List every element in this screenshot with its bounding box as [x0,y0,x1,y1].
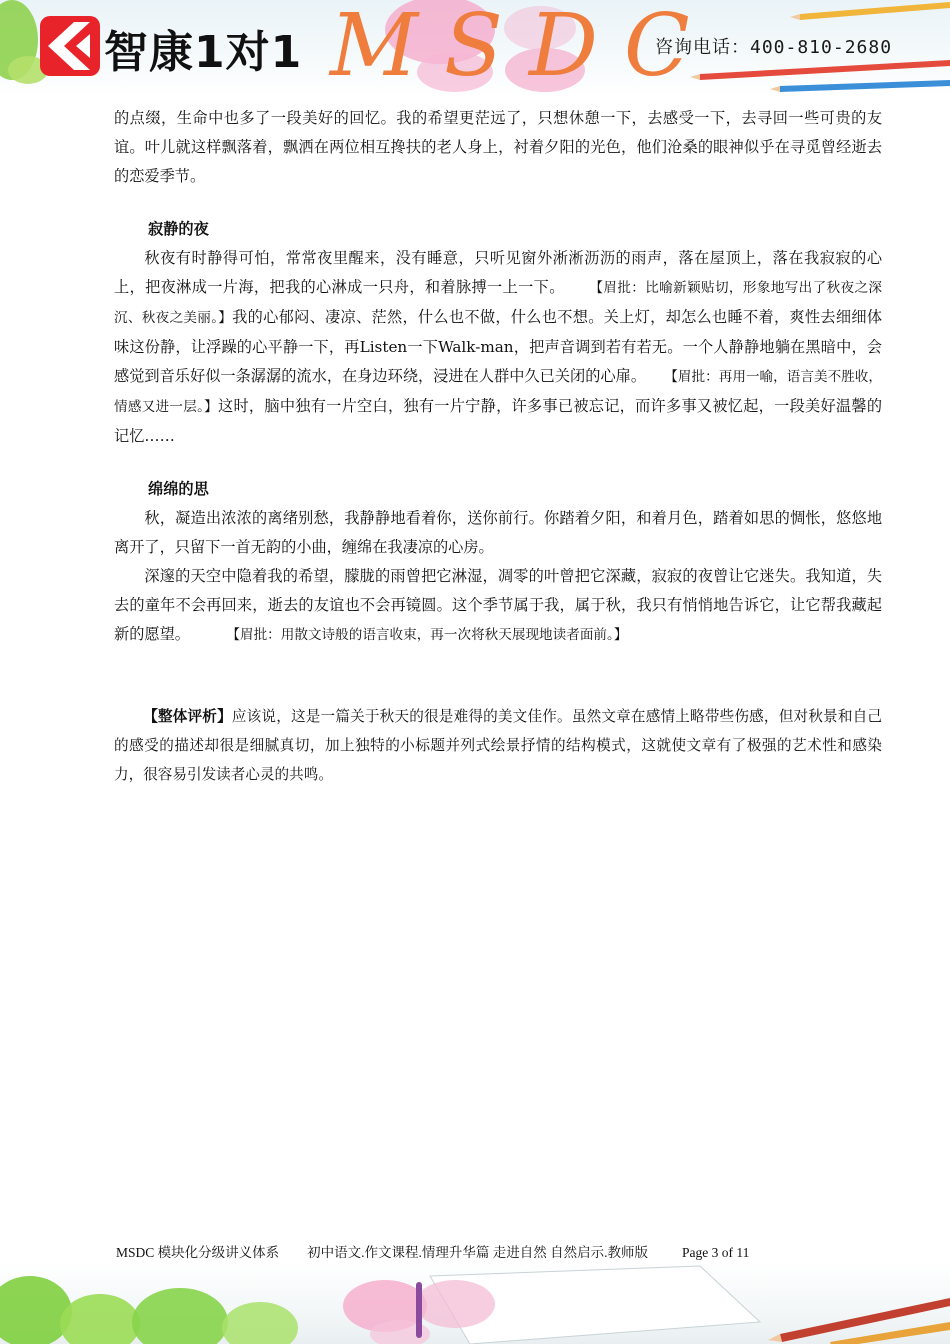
body-text: 秋夜有时静得可怕，常常夜里醒来，没有睡意，只听见窗外淅淅沥沥的雨声，落在屋顶上，落在我寂寂的心上，把夜淋成一片海，把我的心淋成一只舟，和着脉搏一上一下。 [114,249,882,296]
intro-paragraph: 的点缀，生命中也多了一段美好的回忆。我的希望更茫远了，只想休憩一下，去感受一下，去寻回一些可贵的友谊。叶儿就这样飘落着，飘洒在两位相互搀扶的老人身上，衬着夕阳的光色，他们沧桑的眼神似乎在寻觅曾经逝去的恋爱季节。 [114,109,882,185]
logo-k-icon [40,16,100,76]
section-title: 绵绵的思 [148,480,209,498]
brand-name: 智康1对1 [104,27,303,78]
margin-note: 【眉批：再用一喻，语言美不胜收，情感又进一层。】 [114,369,883,415]
hotline: 咨询电话：400-810-2680 [655,37,893,58]
review-label: 【整体评析】 [143,708,232,725]
page-number: Page 3 of 11 [682,1245,750,1260]
overall-review [114,702,882,789]
body-text: 我的心郁闷、凄凉、茫然，什么也不做，什么也不想。关上灯，却怎么也睡不着，爽性去细细体味这份静，让浮躁的心平静一下，再Listen一下Walk-man，把声音调到若有若无。一个人静静地躺在黑暗中，会感觉到音乐好似一条潺潺的流水，在身边环绕，浸进在人群中久已关闭的心扉。 [114,308,883,385]
article-body [114,104,882,789]
footer-series: MSDC 模块化分级讲义体系 [116,1245,280,1260]
footer-course: 初中语文.作文课程.情理升华篇 走进自然 自然启示.教师版 [307,1245,649,1260]
brand-letters: MSDC [330,0,716,95]
margin-note: 【眉批：用散文诗般的语言收束，再一次将秋天展现地读者面前。】 [226,627,628,643]
section-title: 寂静的夜 [148,220,209,238]
page-footer [116,1241,836,1261]
section-paragraph [114,562,882,650]
pencil-icon [768,1298,950,1344]
body-text: 深邃的天空中隐着我的希望，朦胧的雨曾把它淋湿，凋零的叶曾把它深藏，寂寂的夜曾让它迷失。我知道，失去的童年不会再回来，逝去的友谊也不会再镜圆。这个季节属于我，属于秋，我只有悄悄地告诉它，让它帮我藏起新的愿望。 [114,567,882,643]
body-text: 这时，脑中独有一片空白，独有一片宁静，许多事已被忘记，而许多事又被忆起，一段美好温馨的记忆…… [114,397,883,445]
footer-decoration [0,1262,950,1344]
section-paragraph [114,244,882,451]
review-text: 应该说，这是一篇关于秋天的很是难得的美文佳作。虽然文章在感情上略带些伤感，但对秋景和自己的感受的描述却很是细腻真切，加上独特的小标题并列式绘景抒情的结构模式，这就使文章有了极强的艺术性和感染力，很容易引发读者心灵的共鸣。 [114,708,882,783]
brand-logo [40,12,303,80]
page-header [0,0,950,95]
margin-note: 【眉批：比喻新颖贴切，形象地写出了秋夜之深沉、秋夜之美丽。】 [114,280,883,326]
section-paragraph: 秋，凝造出浓浓的离绪别愁，我静静地看着你，送你前行。你踏着夕阳，和着月色，踏着如思的惆怅，悠悠地离开了，只留下一首无韵的小曲，缠绵在我凄凉的心房。 [114,509,882,556]
